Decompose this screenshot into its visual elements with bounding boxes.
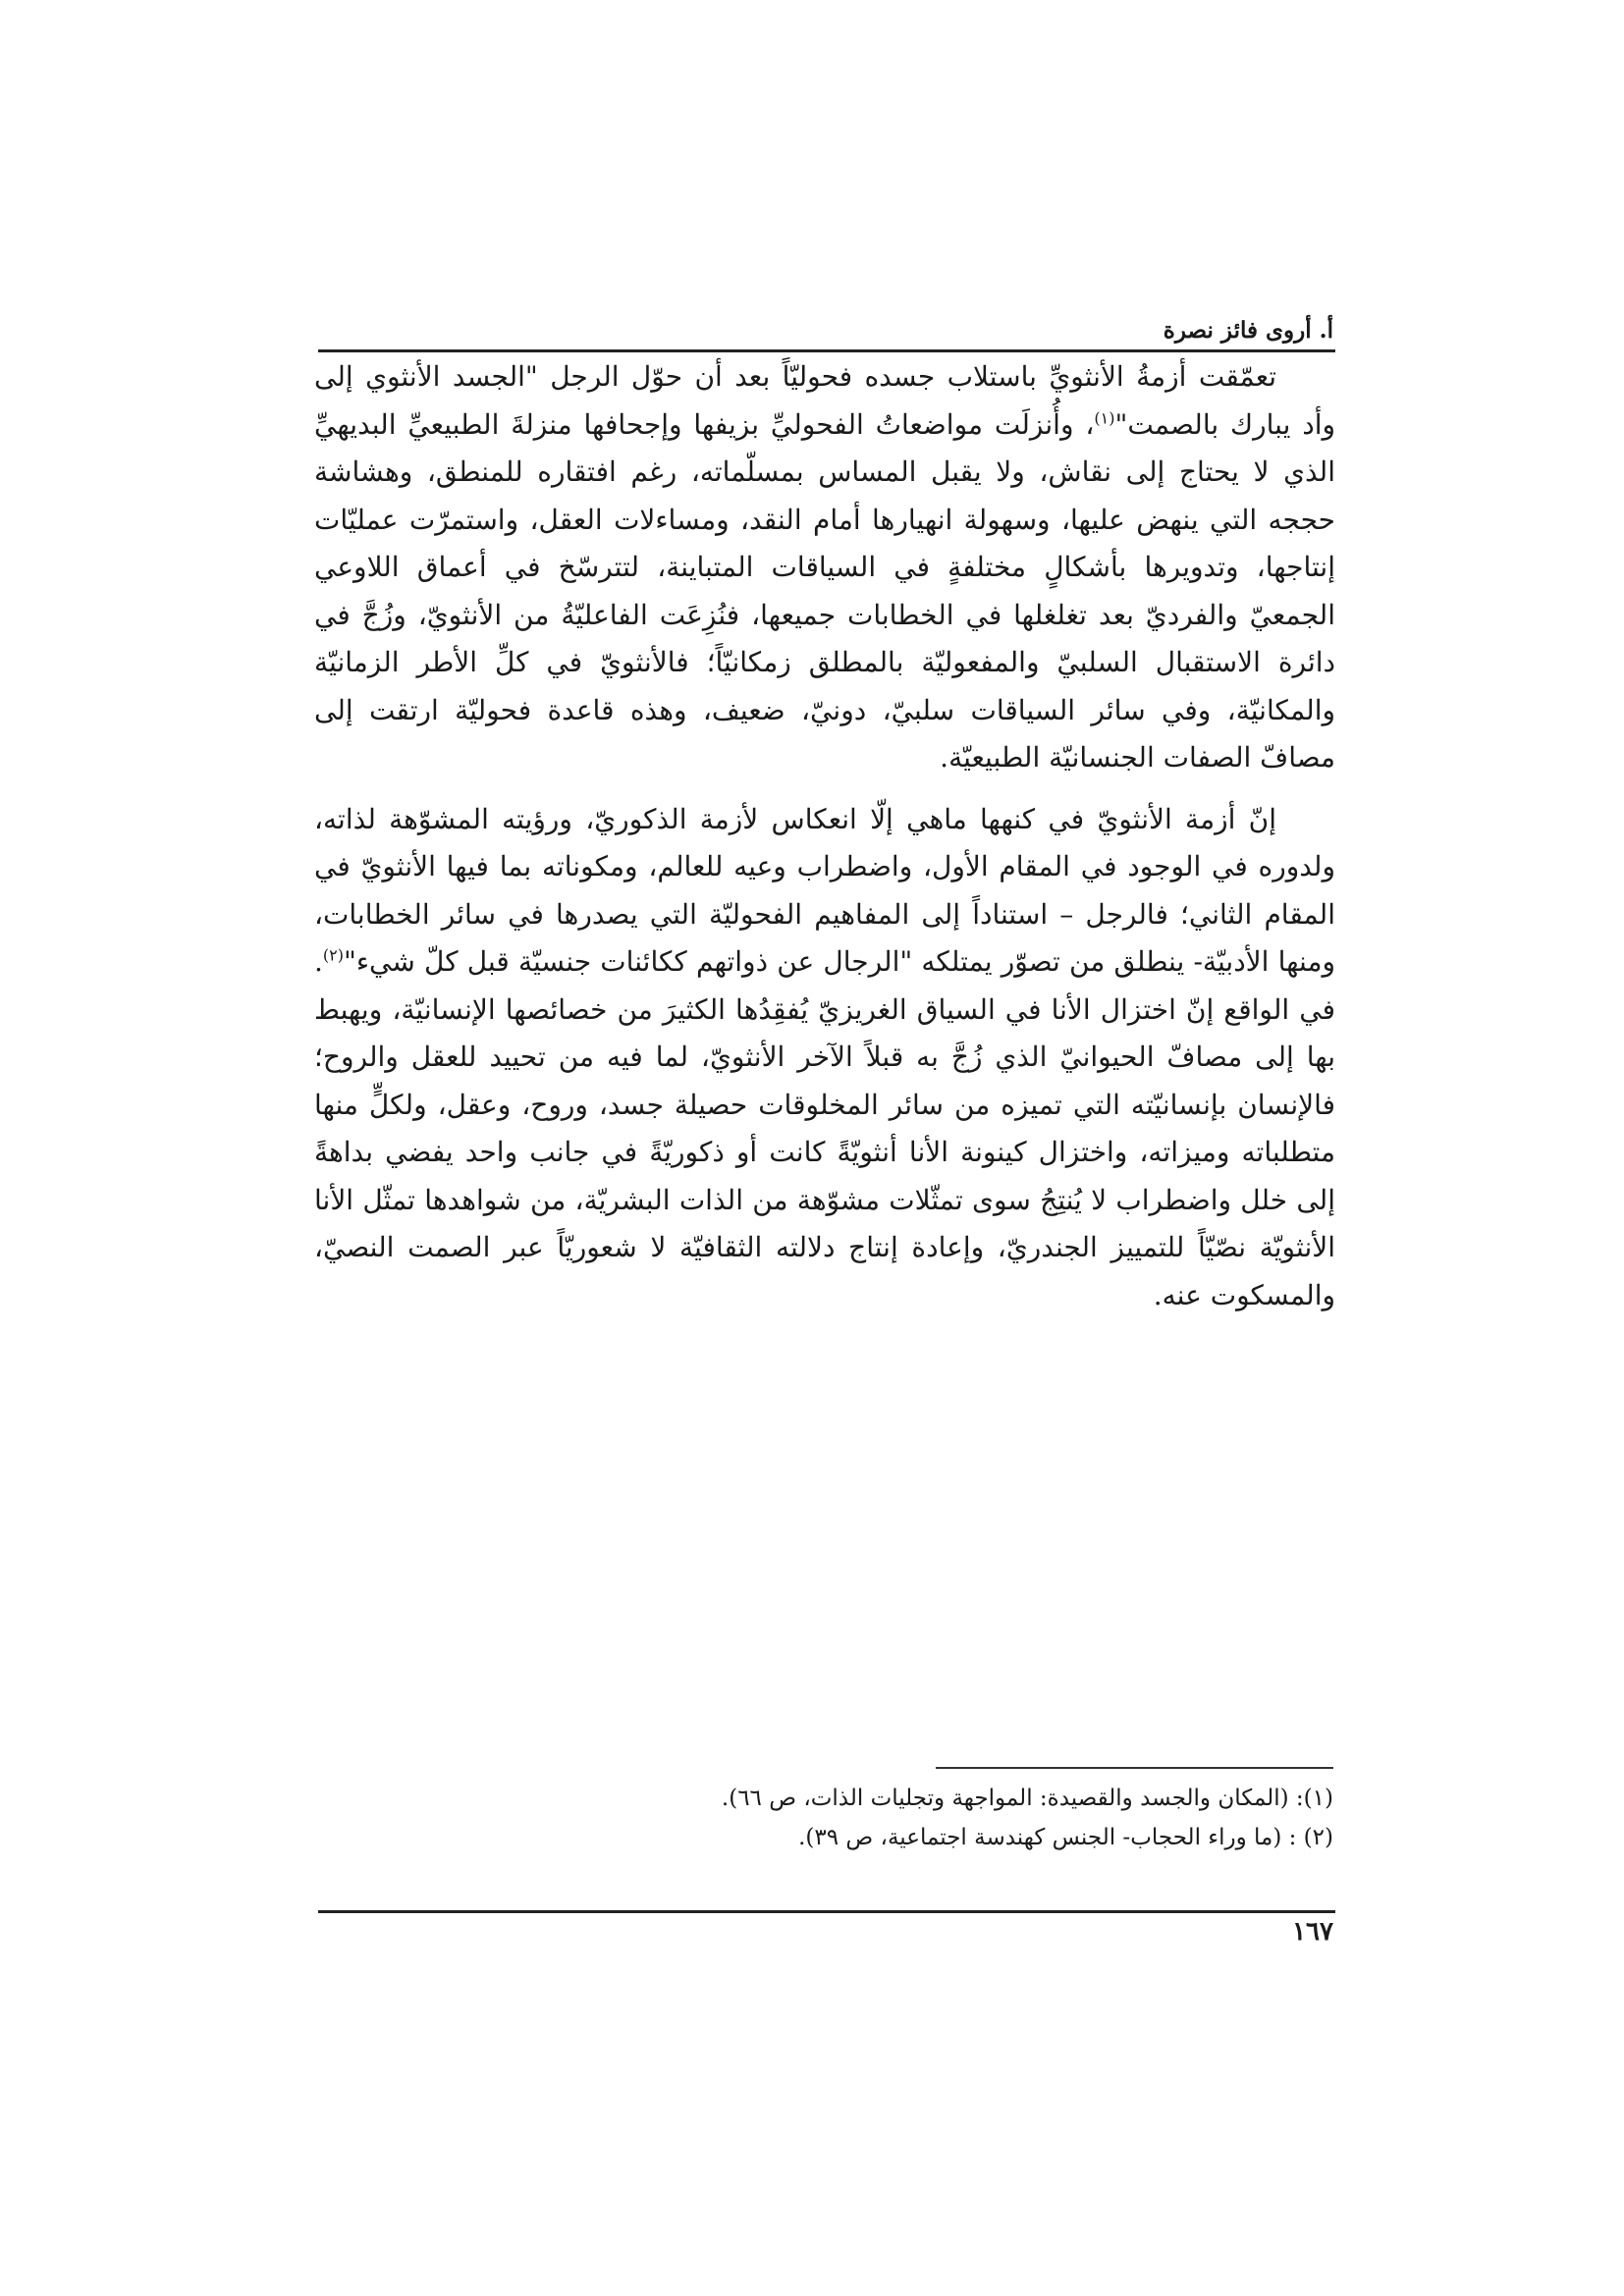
paragraph-1: [314, 353, 1335, 782]
footnote-ref-1: (١): [1094, 408, 1115, 428]
footer-rule: [318, 1910, 1335, 1913]
footnote-1: (١): (المكان والجسد والقصيدة: المواجهة وتجليات الذات، ص ٦٦).: [721, 1786, 1333, 1811]
page-number: ١٦٧: [1292, 1917, 1333, 1947]
footnotes: [312, 1779, 1333, 1857]
paragraph-2-part-1: إنّ أزمة الأنثويّ في كنهها ماهي إلّا انعكاس لأزمة الذكوريّ، ورؤيته المشوّهة لذاته، ولدوره في الوجود في المقام الأول، واضطراب وعيه للعالم، ومكوناته بما فيها الأنثويّ في المقام الثاني؛ فالرجل – استناداً إلى المفاهيم الفحوليّة التي يصدرها في سائر الخطابات، ومنها الأدبيّة- ينطلق من تصوّر يمتلكه "الرجال عن ذواتهم ككائنات جنسيّة قبل كلّ شيء": [314, 802, 1335, 978]
body-text: [314, 353, 1335, 1728]
header-rule: [318, 349, 1335, 352]
paragraph-2: [314, 796, 1335, 1320]
running-header-author: أ. أروى فائز نصرة: [1163, 317, 1333, 344]
paragraph-1-part-2: ، وأُنزلَت مواضعاتُ الفحوليِّ بزيفها وإجحافها منزلةَ الطبيعيِّ البديهيِّ الذي لا يحتاج إلى نقاش، ولا يقبل المساس بمسلّماته، رغم افتقاره للمنطق، وهشاشة حججه التي ينهض عليها، وسهولة انهيارها أمام النقد، ومساءلات العقل، واستمرّت عمليّات إنتاجها، وتدويرها بأشكالٍ مختلفةٍ في السياقات المتباينة، لتترسّخ في أعماق اللاوعي الجمعيّ والفرديّ بعد تغلغلها في الخطابات جميعها، فنُزِعَت الفاعليّةُ من الأنثويّ، وزُجَّ في دائرة الاستقبال السلبيّ والمفعوليّة بالمطلق زمكانيّاً؛ فالأنثويّ في كلِّ الأطر الزمانيّة والمكانيّة، وفي سائر السياقات سلبيّ، دونيّ، ضعيف، وهذه قاعدة فحوليّة ارتقت إلى مصافّ الصفات الجنسانيّة الطبيعيّة.: [314, 407, 1335, 774]
paragraph-2-part-2: . في الواقع إنّ اختزال الأنا في السياق الغريزيّ يُفقِدُها الكثيرَ من خصائصها الإنسانيّة، ويهبط بها إلى مصافّ الحيوانيّ الذي زُجَّ به قبلاً الآخر الأنثويّ، لما فيه من تحييد للعقل والروح؛ فالإنسان بإنسانيّته التي تميزه من سائر المخلوقات حصيلة جسد، وروح، وعقل، ولكلٍّ منها متطلباته وميزاته، واختزال كينونة الأنا أنثويّةً كانت أو ذكوريّةً في جانب واحد يفضي بداهةً إلى خلل واضطراب لا يُنتِجُ سوى تمثّلات مشوّهة من الذات البشريّة، من شواهدها تمثّل الأنا الأنثويّة نصّيّاً للتمييز الجندريّ، وإعادة إنتاج دلالته الثقافيّة لا شعوريّاً عبر الصمت النصيّ، والمسكوت عنه.: [314, 945, 1335, 1311]
footnote-ref-2: (٢): [322, 945, 344, 965]
footnote-2: (٢) : (ما وراء الحجاب- الجنس كهندسة اجتماعية، ص ٣٩).: [798, 1825, 1333, 1850]
footnote-separator: [936, 1767, 1333, 1769]
paragraph-1-part-1: تعمّقت أزمةُ الأنثويِّ باستلاب جسده فحوليّاً بعد أن حوّل الرجل "الجسد الأنثوي إلى وأد يبارك بالصمت": [314, 360, 1335, 441]
